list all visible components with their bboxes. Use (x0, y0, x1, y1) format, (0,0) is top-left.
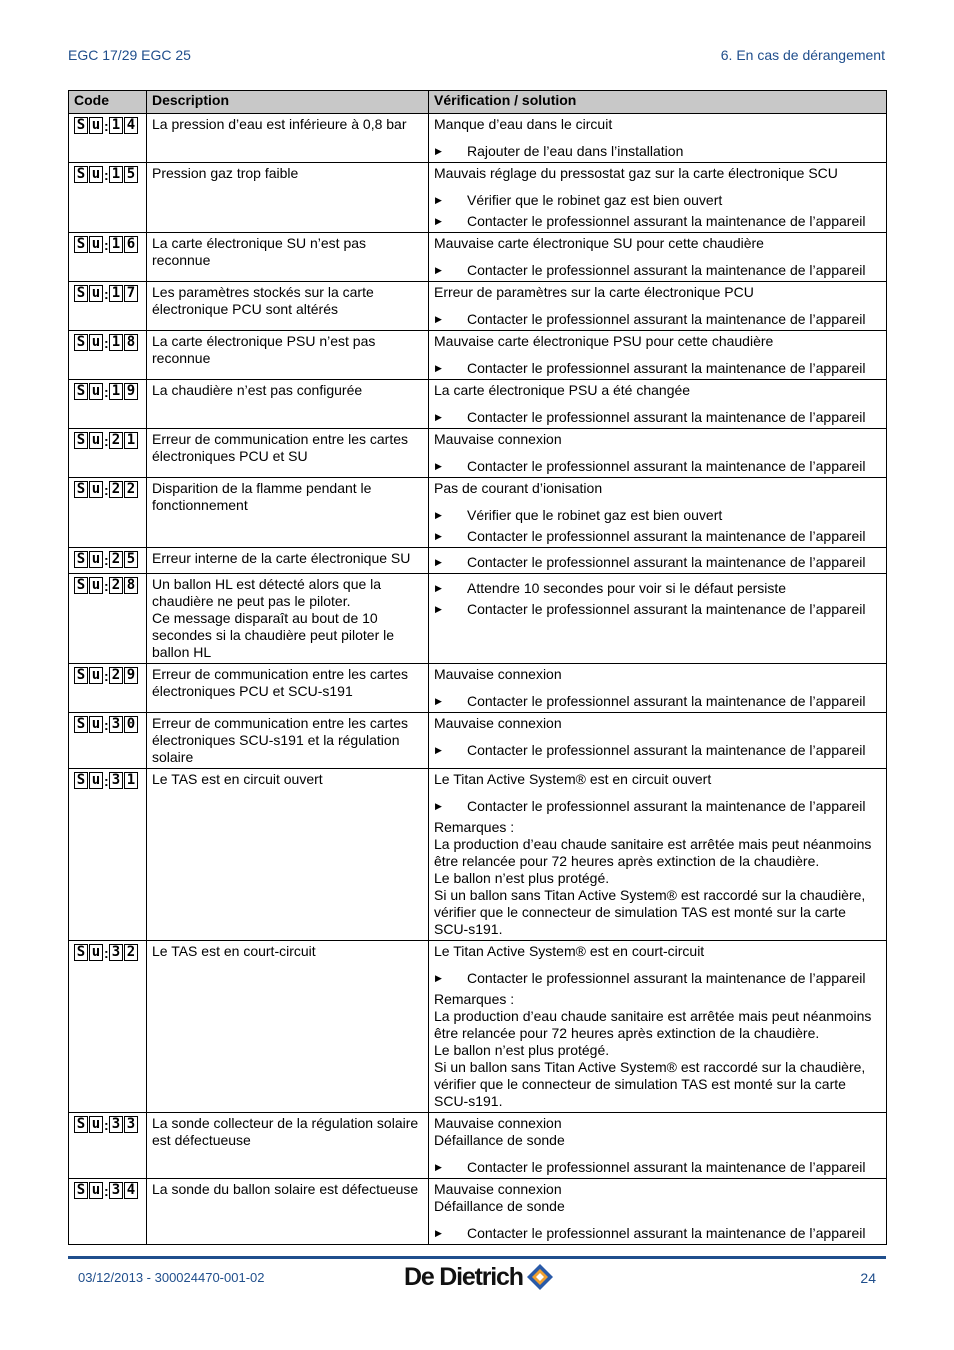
cause-text: Mauvaise connexion (434, 666, 562, 682)
lcd-code-display (74, 576, 142, 595)
lcd-digit: S (74, 481, 88, 498)
lcd-colon: : (104, 334, 109, 351)
lcd-digit: S (74, 166, 88, 183)
solution-bullet (434, 528, 882, 545)
lcd-colon: : (104, 285, 109, 302)
page-number: 24 (860, 1270, 876, 1286)
solution-bullet (434, 458, 882, 475)
lcd-digit: 2 (109, 577, 123, 594)
table-row (69, 380, 887, 429)
solution-bullet (434, 1225, 882, 1242)
cause-text: Le Titan Active System® est en circuit ouvert (434, 771, 712, 787)
lcd-digit: 2 (109, 667, 123, 684)
bullet-text: Contacter le professionnel assurant la maintenance de l’appareil (467, 1225, 866, 1241)
table-row (69, 941, 887, 1113)
solution-bullet (434, 311, 882, 328)
bullet-text: Contacter le professionnel assurant la maintenance de l’appareil (467, 970, 866, 986)
table-row (69, 1113, 887, 1179)
arrow-bullet-icon: ▶ (435, 745, 442, 755)
lcd-code-display (74, 165, 142, 184)
lcd-code-display (74, 235, 142, 254)
arrow-bullet-icon: ▶ (435, 583, 442, 593)
description-text: Erreur de communication entre les cartes électroniques SCU-s191 et la régulation solaire (152, 715, 408, 765)
error-code-cell (69, 478, 147, 548)
bullet-text: Vérifier que le robinet gaz est bien ouvert (467, 507, 723, 523)
lcd-digit: S (74, 577, 88, 594)
solution-bullet (434, 554, 882, 571)
arrow-bullet-icon: ▶ (435, 801, 442, 811)
description-cell (147, 548, 429, 574)
solution-bullet (434, 970, 882, 987)
cause-text: Mauvais réglage du pressostat gaz sur la carte électronique SCU (434, 165, 838, 181)
section-header: 6. En cas de dérangement (720, 47, 885, 63)
description-cell (147, 478, 429, 548)
brand-name: De Dietrich (404, 1262, 523, 1291)
cause-text: La carte électronique PSU a été changée (434, 382, 691, 398)
lcd-digit: 3 (109, 1182, 123, 1199)
solution-cell (429, 574, 887, 664)
description-text: La pression d’eau est inférieure à 0,8 bar (152, 116, 407, 132)
table-header-row (69, 91, 887, 114)
lcd-digit: 1 (109, 334, 123, 351)
solution-cell (429, 282, 887, 331)
bullet-text: Contacter le professionnel assurant la maintenance de l’appareil (467, 262, 866, 278)
lcd-digit: 4 (124, 117, 138, 134)
lcd-code-display (74, 1115, 142, 1134)
description-text: Erreur de communication entre les cartes électroniques PCU et SCU-s191 (152, 666, 408, 699)
description-text: La chaudière n’est pas configurée (152, 382, 363, 398)
solution-bullet (434, 192, 882, 209)
solution-cell (429, 769, 887, 941)
bullet-text: Contacter le professionnel assurant la maintenance de l’appareil (467, 528, 866, 544)
error-code-cell (69, 548, 147, 574)
lcd-digit: u (89, 432, 103, 449)
lcd-digit: 8 (124, 577, 138, 594)
description-text: Erreur de communication entre les cartes électroniques PCU et SU (152, 431, 408, 464)
lcd-digit: 5 (124, 551, 138, 568)
cause-text: Mauvaise connexion (434, 431, 562, 447)
lcd-colon: : (104, 577, 109, 594)
cause-text: Mauvaise connexion (434, 715, 562, 731)
bullet-text: Contacter le professionnel assurant la maintenance de l’appareil (467, 798, 866, 814)
lcd-code-display (74, 715, 142, 734)
description-cell (147, 664, 429, 713)
solution-bullet (434, 143, 882, 160)
lcd-digit: S (74, 285, 88, 302)
table-row (69, 1179, 887, 1245)
lcd-code-display (74, 116, 142, 135)
arrow-bullet-icon: ▶ (435, 195, 442, 205)
solution-bullet (434, 742, 882, 759)
lcd-digit: 2 (124, 481, 138, 498)
solution-bullet (434, 580, 882, 597)
solution-cell (429, 380, 887, 429)
lcd-colon: : (104, 481, 109, 498)
lcd-digit: 9 (124, 383, 138, 400)
cause-text: Pas de courant d’ionisation (434, 480, 603, 496)
description-cell (147, 282, 429, 331)
lcd-digit: u (89, 944, 103, 961)
lcd-digit: u (89, 772, 103, 789)
lcd-code-display (74, 1181, 142, 1200)
lcd-digit: u (89, 667, 103, 684)
lcd-colon: : (104, 117, 109, 134)
error-code-cell (69, 574, 147, 664)
solution-cell (429, 941, 887, 1113)
solution-bullet (434, 409, 882, 426)
lcd-digit: u (89, 383, 103, 400)
description-cell (147, 1179, 429, 1245)
description-cell (147, 114, 429, 163)
solution-cell (429, 548, 887, 574)
lcd-colon: : (104, 716, 109, 733)
lcd-colon: : (104, 667, 109, 684)
table-row (69, 713, 887, 769)
lcd-digit: S (74, 716, 88, 733)
lcd-digit: u (89, 1182, 103, 1199)
description-text: Le TAS est en court-circuit (152, 943, 316, 959)
lcd-digit: u (89, 551, 103, 568)
bullet-text: Contacter le professionnel assurant la maintenance de l’appareil (467, 1159, 866, 1175)
bullet-text: Contacter le professionnel assurant la maintenance de l’appareil (467, 742, 866, 758)
description-text: Le TAS est en circuit ouvert (152, 771, 323, 787)
description-text: La sonde du ballon solaire est défectueuse (152, 1181, 419, 1197)
lcd-digit: 1 (109, 285, 123, 302)
solution-bullet (434, 798, 882, 815)
lcd-code-display (74, 943, 142, 962)
error-code-cell (69, 713, 147, 769)
lcd-digit: 8 (124, 334, 138, 351)
solution-cell (429, 114, 887, 163)
lcd-code-display (74, 382, 142, 401)
arrow-bullet-icon: ▶ (435, 510, 442, 520)
arrow-bullet-icon: ▶ (435, 265, 442, 275)
lcd-digit: S (74, 667, 88, 684)
bullet-text: Vérifier que le robinet gaz est bien ouvert (467, 192, 723, 208)
lcd-digit: 9 (124, 667, 138, 684)
lcd-digit: 1 (109, 166, 123, 183)
solution-cell (429, 163, 887, 233)
arrow-bullet-icon: ▶ (435, 604, 442, 614)
footer-rule (68, 1256, 886, 1259)
error-code-cell (69, 1179, 147, 1245)
lcd-code-display (74, 666, 142, 685)
lcd-code-display (74, 431, 142, 450)
bullet-text: Contacter le professionnel assurant la maintenance de l’appareil (467, 311, 866, 327)
description-text: Les paramètres stockés sur la carte électronique PCU sont altérés (152, 284, 374, 317)
lcd-digit: 6 (124, 236, 138, 253)
lcd-digit: S (74, 432, 88, 449)
table-row (69, 282, 887, 331)
description-cell (147, 163, 429, 233)
lcd-code-display (74, 284, 142, 303)
table-row (69, 429, 887, 478)
lcd-digit: S (74, 551, 88, 568)
lcd-digit: u (89, 716, 103, 733)
bullet-text: Rajouter de l’eau dans l’installation (467, 143, 684, 159)
solution-cell (429, 1179, 887, 1245)
error-code-cell (69, 664, 147, 713)
lcd-colon: : (104, 1116, 109, 1133)
lcd-digit: S (74, 944, 88, 961)
doc-model-header: EGC 17/29 EGC 25 (68, 47, 191, 63)
arrow-bullet-icon: ▶ (435, 1162, 442, 1172)
error-code-cell (69, 429, 147, 478)
table-row (69, 114, 887, 163)
error-code-cell (69, 163, 147, 233)
lcd-code-display (74, 550, 142, 569)
solution-bullet (434, 213, 882, 230)
lcd-digit: 3 (109, 772, 123, 789)
table-row (69, 548, 887, 574)
solution-bullet (434, 693, 882, 710)
lcd-code-display (74, 480, 142, 499)
lcd-digit: u (89, 117, 103, 134)
lcd-digit: 3 (109, 1116, 123, 1133)
solution-cell (429, 1113, 887, 1179)
table-row (69, 769, 887, 941)
lcd-digit: u (89, 285, 103, 302)
bullet-text: Contacter le professionnel assurant la maintenance de l’appareil (467, 554, 866, 570)
arrow-bullet-icon: ▶ (435, 461, 442, 471)
cause-text: Mauvaise carte électronique SU pour cette chaudière (434, 235, 764, 251)
error-code-cell (69, 331, 147, 380)
table-row (69, 664, 887, 713)
lcd-digit: 1 (109, 236, 123, 253)
description-cell (147, 574, 429, 664)
column-header-description: Description (147, 91, 429, 114)
cause-text: Erreur de paramètres sur la carte électronique PCU (434, 284, 754, 300)
description-text: La carte électronique PSU n’est pas reconnue (152, 333, 376, 366)
description-cell (147, 429, 429, 478)
cause-text: Le Titan Active System® est en court-circuit (434, 943, 705, 959)
error-code-cell (69, 769, 147, 941)
error-code-cell (69, 282, 147, 331)
description-text: Un ballon HL est détecté alors que la chaudière ne peut pas le piloter. Ce message disparaît au bout de 10 secondes si la chaudière peut piloter le ballon HL (152, 576, 395, 660)
table-row (69, 163, 887, 233)
description-cell (147, 1113, 429, 1179)
arrow-bullet-icon: ▶ (435, 314, 442, 324)
arrow-bullet-icon: ▶ (435, 412, 442, 422)
lcd-digit: S (74, 117, 88, 134)
lcd-digit: 2 (109, 551, 123, 568)
error-code-cell (69, 1113, 147, 1179)
solution-cell (429, 478, 887, 548)
lcd-digit: S (74, 1182, 88, 1199)
cause-text: Mauvaise connexion Défaillance de sonde (434, 1115, 565, 1148)
lcd-colon: : (104, 1182, 109, 1199)
arrow-bullet-icon: ▶ (435, 531, 442, 541)
description-text: Pression gaz trop faible (152, 165, 299, 181)
lcd-digit: S (74, 334, 88, 351)
solution-bullet (434, 601, 882, 618)
lcd-digit: u (89, 236, 103, 253)
error-code-cell (69, 114, 147, 163)
arrow-bullet-icon: ▶ (435, 973, 442, 983)
remarks-text: Remarques : La production d’eau chaude sanitaire est arrêtée mais peut néanmoins être relancée pour 72 heures après extinction de la chaudière. Le ballon n’est plus protégé. Si un ballon sans Titan Active System® est raccordé sur la chaudière, vérifier que le connecteur de simulation TAS est monté sur la carte SCU-s191. (434, 819, 872, 937)
lcd-digit: 1 (109, 383, 123, 400)
arrow-bullet-icon: ▶ (435, 146, 442, 156)
description-text: Erreur interne de la carte électronique SU (152, 550, 411, 566)
cause-text: Mauvaise carte électronique PSU pour cette chaudière (434, 333, 774, 349)
lcd-digit: u (89, 1116, 103, 1133)
error-code-cell (69, 233, 147, 282)
table-row (69, 331, 887, 380)
lcd-digit: 3 (109, 716, 123, 733)
error-code-table (68, 90, 887, 1245)
de-dietrich-logo (404, 1262, 555, 1292)
footer-date-ref: 03/12/2013 - 300024470-001-02 (78, 1270, 265, 1285)
bullet-text: Attendre 10 secondes pour voir si le défaut persiste (467, 580, 787, 596)
lcd-digit: S (74, 1116, 88, 1133)
lcd-code-display (74, 771, 142, 790)
lcd-digit: u (89, 481, 103, 498)
lcd-digit: 3 (124, 1116, 138, 1133)
description-text: La carte électronique SU n’est pas reconnue (152, 235, 367, 268)
cause-text: Mauvaise connexion Défaillance de sonde (434, 1181, 565, 1214)
solution-bullet (434, 507, 882, 524)
description-cell (147, 380, 429, 429)
diamond-logo-icon (525, 1262, 555, 1292)
lcd-digit: 2 (109, 432, 123, 449)
lcd-colon: : (104, 236, 109, 253)
error-code-cell (69, 941, 147, 1113)
description-text: Disparition de la flamme pendant le fonctionnement (152, 480, 372, 513)
description-cell (147, 769, 429, 941)
column-header-solution: Vérification / solution (429, 91, 887, 114)
lcd-digit: 0 (124, 716, 138, 733)
arrow-bullet-icon: ▶ (435, 216, 442, 226)
arrow-bullet-icon: ▶ (435, 363, 442, 373)
solution-cell (429, 331, 887, 380)
arrow-bullet-icon: ▶ (435, 557, 442, 567)
solution-cell (429, 233, 887, 282)
lcd-digit: 4 (124, 1182, 138, 1199)
lcd-digit: S (74, 236, 88, 253)
lcd-digit: 1 (124, 772, 138, 789)
remarks-text: Remarques : La production d’eau chaude sanitaire est arrêtée mais peut néanmoins être relancée pour 72 heures après extinction de la chaudière. Le ballon n’est plus protégé. Si un ballon sans Titan Active System® est raccordé sur la chaudière, vérifier que le connecteur de simulation TAS est monté sur la carte SCU-s191. (434, 991, 872, 1109)
lcd-digit: S (74, 383, 88, 400)
lcd-colon: : (104, 383, 109, 400)
description-cell (147, 233, 429, 282)
solution-cell (429, 713, 887, 769)
table-row (69, 478, 887, 548)
arrow-bullet-icon: ▶ (435, 696, 442, 706)
lcd-digit: 1 (109, 117, 123, 134)
lcd-colon: : (104, 944, 109, 961)
lcd-digit: 3 (109, 944, 123, 961)
lcd-digit: u (89, 334, 103, 351)
table-row (69, 233, 887, 282)
lcd-digit: 7 (124, 285, 138, 302)
bullet-text: Contacter le professionnel assurant la maintenance de l’appareil (467, 693, 866, 709)
bullet-text: Contacter le professionnel assurant la maintenance de l’appareil (467, 213, 866, 229)
description-text: La sonde collecteur de la régulation solaire est défectueuse (152, 1115, 419, 1148)
bullet-text: Contacter le professionnel assurant la maintenance de l’appareil (467, 409, 866, 425)
lcd-colon: : (104, 166, 109, 183)
error-code-cell (69, 380, 147, 429)
arrow-bullet-icon: ▶ (435, 1228, 442, 1238)
description-cell (147, 941, 429, 1113)
bullet-text: Contacter le professionnel assurant la maintenance de l’appareil (467, 360, 866, 376)
lcd-digit: 5 (124, 166, 138, 183)
lcd-colon: : (104, 772, 109, 789)
cause-text: Manque d’eau dans le circuit (434, 116, 613, 132)
column-header-code: Code (69, 91, 147, 114)
solution-bullet (434, 360, 882, 377)
lcd-digit: 1 (124, 432, 138, 449)
lcd-digit: u (89, 166, 103, 183)
lcd-colon: : (104, 432, 109, 449)
lcd-digit: 2 (109, 481, 123, 498)
solution-cell (429, 664, 887, 713)
solution-bullet (434, 262, 882, 279)
solution-cell (429, 429, 887, 478)
description-cell (147, 713, 429, 769)
lcd-digit: S (74, 772, 88, 789)
table-row (69, 574, 887, 664)
lcd-digit: 2 (124, 944, 138, 961)
bullet-text: Contacter le professionnel assurant la maintenance de l’appareil (467, 458, 866, 474)
bullet-text: Contacter le professionnel assurant la maintenance de l’appareil (467, 601, 866, 617)
lcd-digit: u (89, 577, 103, 594)
description-cell (147, 331, 429, 380)
lcd-colon: : (104, 551, 109, 568)
lcd-code-display (74, 333, 142, 352)
solution-bullet (434, 1159, 882, 1176)
